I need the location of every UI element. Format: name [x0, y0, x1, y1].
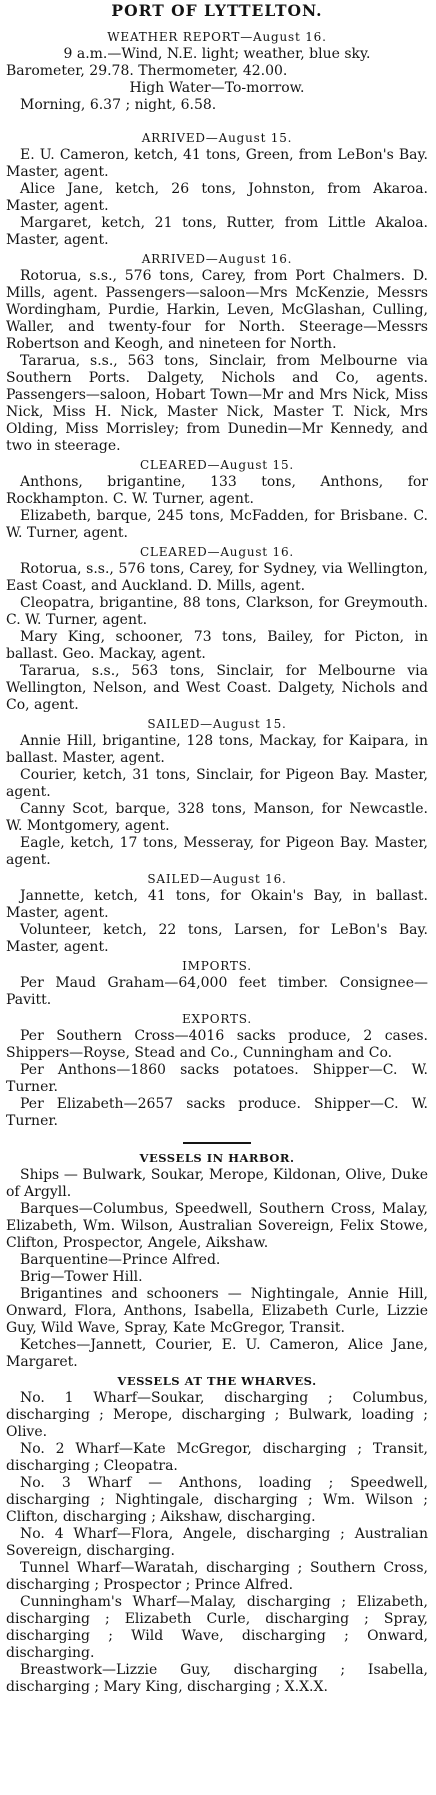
sailed-heading: SAILED—August 16.: [147, 872, 287, 886]
list-item: Ketches—Jannett, Courier, E. U. Cameron, Alice Jane, Margaret.: [6, 1337, 428, 1370]
list-item: Brig—Tower Hill.: [20, 1269, 143, 1285]
list-item: Cunningham's Wharf—Malay, discharging ; Elizabeth, discharging ; Elizabeth Curle, discharging ; Spray, discharging ; Wild Wave, discharging ; Onward, discharging.: [6, 1594, 428, 1661]
list-item: Rotorua, s.s., 576 tons, Carey, for Sydney, via Wellington, East Coast, and Auckland. D. Mills, agent.: [6, 561, 428, 594]
imports-heading: IMPORTS.: [182, 959, 252, 973]
list-item: Margaret, ketch, 21 tons, Rutter, from Little Akaloa. Master, agent.: [6, 215, 428, 248]
list-item: Per Southern Cross—4016 sacks produce, 2 cases. Shippers—Royse, Stead and Co., Cunningham and Co.: [6, 1028, 428, 1061]
list-item: Eagle, ketch, 17 tons, Messeray, for Pigeon Bay. Master, agent.: [6, 835, 428, 868]
weather-report-heading: WEATHER REPORT—August 16.: [107, 30, 327, 44]
list-item: Anthons, brigantine, 133 tons, Anthons, for Rockhampton. C. W. Turner, agent.: [6, 474, 428, 507]
list-item: Elizabeth, barque, 245 tons, McFadden, for Brisbane. C. W. Turner, agent.: [6, 508, 428, 541]
section-divider: [183, 1142, 251, 1144]
list-item: Per Maud Graham—64,000 feet timber. Consignee—Pavitt.: [6, 975, 428, 1008]
list-item: Canny Scot, barque, 328 tons, Manson, for Newcastle. W. Montgomery, agent.: [6, 801, 428, 834]
high-water-heading: High Water—To-morrow.: [129, 80, 305, 96]
list-item: Ships — Bulwark, Soukar, Merope, Kildonan, Olive, Duke of Argyll.: [6, 1167, 428, 1200]
cleared-heading: CLEARED—August 16.: [139, 545, 295, 559]
list-item: Brigantines and schooners — Nightingale, Annie Hill, Onward, Flora, Anthons, Isabella, Elizabeth Curle, Lizzie Guy, Wild Wave, Spray, Kate McGregor, Transit.: [6, 1286, 428, 1336]
page-title: PORT OF LYTTELTON.: [111, 1, 323, 20]
list-item: Annie Hill, brigantine, 128 tons, Mackay, for Kaipara, in ballast. Master, agent.: [6, 733, 428, 766]
list-item: Barques—Columbus, Speedwell, Southern Cross, Malay, Elizabeth, Wm. Wilson, Australian Sovereign, Felix Stowe, Clifton, Prospector, Angele, Aikshaw.: [6, 1201, 428, 1251]
arrived-heading: ARRIVED—August 15.: [141, 131, 293, 145]
list-item: Tararua, s.s., 563 tons, Sinclair, for Melbourne via Wellington, Nelson, and West Coast. Dalgety, Nichols and Co, agent.: [6, 663, 428, 713]
list-item: Rotorua, s.s., 576 tons, Carey, from Port Chalmers. D. Mills, agent. Passengers—saloon—Mrs McKenzie, Messrs Wordingham, Purdie, Harkin, Leven, McGlashan, Culling, Waller, and twenty-four for North. Steerage—Messrs Robertson and Keogh, and nineteen for North.: [6, 268, 428, 352]
list-item: Jannette, ketch, 41 tons, for Okain's Bay, in ballast. Master, agent.: [6, 888, 428, 921]
list-item: Tunnel Wharf—Waratah, discharging ; Southern Cross, discharging ; Prospector ; Prince Alfred.: [6, 1560, 428, 1593]
list-item: No. 2 Wharf—Kate McGregor, discharging ; Transit, discharging ; Cleopatra.: [6, 1441, 428, 1474]
list-item: Barquentine—Prince Alfred.: [20, 1252, 221, 1268]
exports-heading: EXPORTS.: [181, 1012, 253, 1026]
list-item: No. 3 Wharf — Anthons, loading ; Speedwell, discharging ; Nightingale, discharging ; Wm. Wilson ; Clifton, discharging ; Aikshaw, discharging.: [6, 1475, 428, 1525]
list-item: Courier, ketch, 31 tons, Sinclair, for Pigeon Bay. Master, agent.: [6, 767, 428, 800]
vessels-in-harbor-heading: VESSELS IN HARBOR.: [139, 1151, 295, 1165]
list-item: No. 1 Wharf—Soukar, discharging ; Columbus, discharging ; Merope, discharging ; Bulwark, loading ; Olive.: [6, 1390, 428, 1440]
cleared-heading: CLEARED—August 15.: [139, 458, 295, 472]
vessels-at-wharves-heading: VESSELS AT THE WHARVES.: [117, 1374, 317, 1388]
weather-line: 9 a.m.—Wind, N.E. light; weather, blue sky.: [63, 46, 371, 62]
list-item: Tararua, s.s., 563 tons, Sinclair, from Melbourne via Southern Ports. Dalgety, Nichols and Co, agents. Passengers—saloon, Hobart Town—Mr and Mrs Nick, Miss Nick, Miss H. Nick, Master Nick, Master T. Nick, Mrs Olding, Miss Morrisley; from Dunedin—Mr Kennedy, and two in steerage.: [6, 353, 428, 454]
list-item: Mary King, schooner, 73 tons, Bailey, for Picton, in ballast. Geo. Mackay, agent.: [6, 629, 428, 662]
list-item: E. U. Cameron, ketch, 41 tons, Green, from LeBon's Bay. Master, agent.: [6, 147, 428, 180]
list-item: Per Elizabeth—2657 sacks produce. Shipper—C. W. Turner.: [6, 1096, 428, 1129]
weather-line: Morning, 6.37 ; night, 6.58.: [20, 97, 217, 113]
weather-line: Barometer, 29.78. Thermometer, 42.00.: [6, 63, 288, 79]
list-item: No. 4 Wharf—Flora, Angele, discharging ; Australian Sovereign, discharging.: [6, 1526, 428, 1559]
list-item: Alice Jane, ketch, 26 tons, Johnston, from Akaroa. Master, agent.: [6, 181, 428, 214]
sailed-heading: SAILED—August 15.: [147, 717, 287, 731]
list-item: Volunteer, ketch, 22 tons, Larsen, for LeBon's Bay. Master, agent.: [6, 922, 428, 955]
list-item: Per Anthons—1860 sacks potatoes. Shipper—C. W. Turner.: [6, 1062, 428, 1095]
list-item: Breastwork—Lizzie Guy, discharging ; Isabella, discharging ; Mary King, discharging ; X.X.X.: [6, 1662, 428, 1695]
spacer: [6, 114, 428, 128]
arrived-heading: ARRIVED—August 16.: [141, 252, 293, 266]
list-item: Cleopatra, brigantine, 88 tons, Clarkson, for Greymouth. C. W. Turner, agent.: [6, 595, 428, 628]
